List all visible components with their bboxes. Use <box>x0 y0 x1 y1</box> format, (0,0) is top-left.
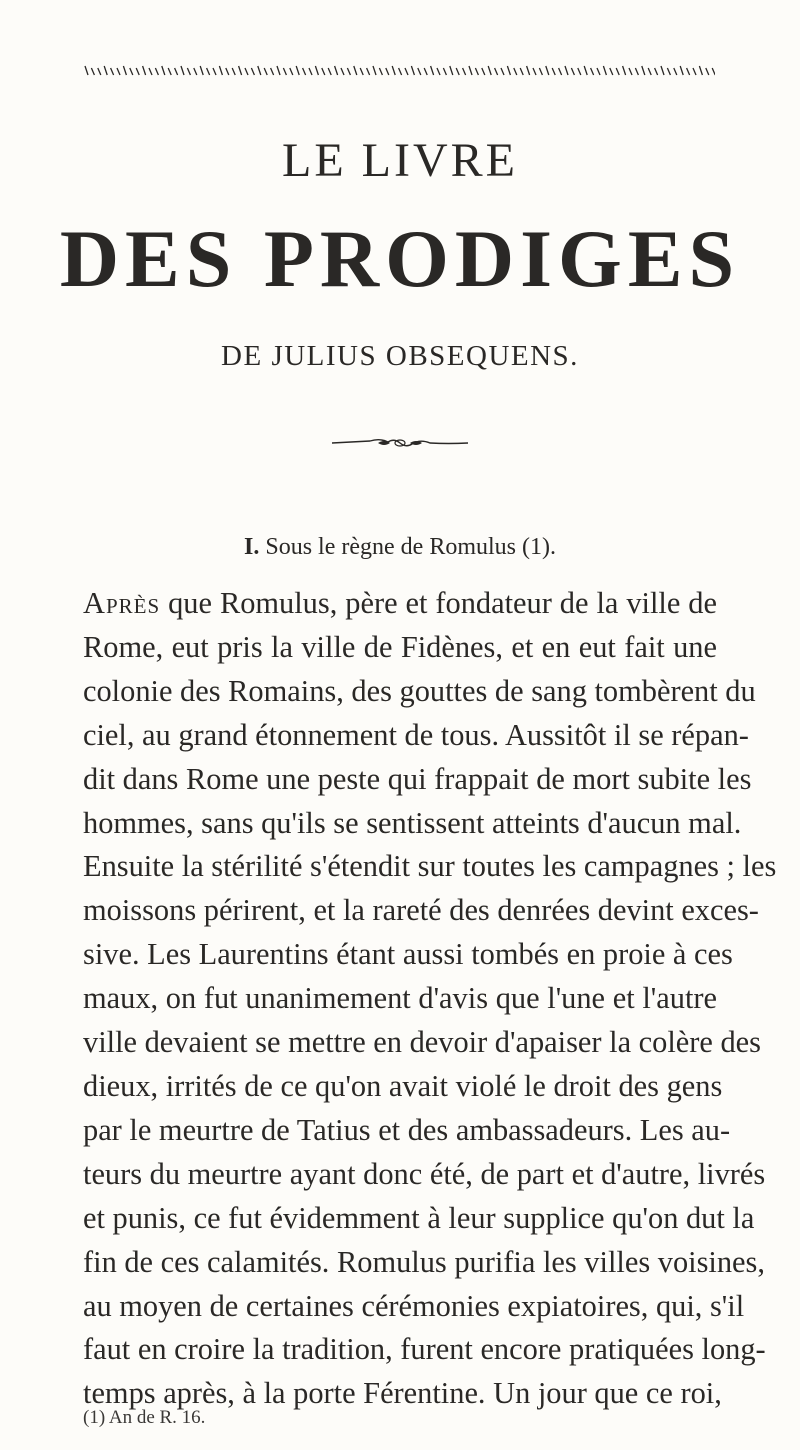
ornament-stroke <box>296 66 299 75</box>
ornament-border-icon <box>83 64 715 78</box>
ornament-stroke <box>187 68 190 75</box>
ornament-stroke <box>392 66 395 75</box>
text-line: temps après, à la porte Férentine. Un jour que ce roi, <box>83 1376 722 1411</box>
ornament-stroke <box>431 66 434 75</box>
ornament-stroke <box>162 66 165 75</box>
text-line: dieux, irrités de ce qu'on avait violé le droit des gens <box>83 1068 723 1103</box>
body-text <box>83 582 777 1416</box>
text-line: Rome, eut pris la ville de Fidènes, et en eut fait une <box>83 629 717 664</box>
ornament-stroke <box>667 68 670 75</box>
ornament-stroke <box>322 68 325 75</box>
ornament-stroke <box>91 68 94 75</box>
ornament-stroke <box>130 68 133 75</box>
text-line: ciel, au grand étonnement de tous. Aussitôt il se répan- <box>83 717 749 752</box>
ornament-stroke <box>136 68 139 75</box>
ornament-stroke <box>443 68 446 75</box>
ornament-stroke <box>655 68 658 75</box>
ornament-stroke <box>501 68 504 75</box>
ornament-stroke <box>175 68 178 75</box>
ornament-stroke <box>207 68 210 75</box>
ornament-stroke <box>290 68 293 75</box>
ornament-stroke <box>642 66 645 75</box>
ornament-stroke <box>232 68 235 75</box>
fleuron-icon <box>330 436 470 448</box>
ornament-stroke <box>277 66 280 75</box>
ornament-stroke <box>373 66 376 75</box>
ornament-stroke <box>463 68 466 75</box>
ornament-stroke <box>584 66 587 75</box>
text-line: par le meurtre de Tatius et des ambassadeurs. Les au- <box>83 1112 731 1147</box>
ornament-stroke <box>693 68 696 75</box>
ornament-stroke <box>475 68 478 75</box>
ornament-stroke <box>85 66 88 75</box>
text-line: et punis, ce fut évidemment à leur supplice qu'on dut la <box>83 1200 755 1235</box>
ornament-stroke <box>520 68 523 75</box>
ornament-stroke <box>456 68 459 75</box>
ornament-stroke <box>251 68 254 75</box>
text-line: sive. Les Laurentins étant aussi tombés en proie à ces <box>83 937 733 972</box>
ornament-stroke <box>283 68 286 75</box>
ornament-stroke <box>597 68 600 75</box>
ornament-stroke <box>514 68 517 75</box>
section-number: I. <box>244 534 260 560</box>
text-line: moissons périrent, et la rareté des denrées devint exces- <box>83 893 759 928</box>
ornament-stroke <box>379 68 382 75</box>
ornament-stroke <box>578 68 581 75</box>
ornament-stroke <box>181 66 184 75</box>
text-line: dit dans Rome une peste qui frappait de mort subite les <box>83 761 752 796</box>
ornament-stroke <box>616 68 619 75</box>
ornament-stroke <box>565 66 568 75</box>
ornament-stroke <box>591 68 594 75</box>
ornament-stroke <box>661 66 664 75</box>
text-line: colonie des Romains, des gouttes de sang tombèrent du <box>83 673 756 708</box>
ornament-stroke <box>271 68 274 75</box>
ornament-stroke <box>687 68 690 75</box>
text-line: fin de ces calamités. Romulus purifia les villes voisines, <box>83 1244 765 1279</box>
ornament-stroke <box>111 68 114 75</box>
ornament-stroke <box>603 66 606 75</box>
ornament-stroke <box>648 68 651 75</box>
text-line: Ensuite la stérilité s'étendit sur toutes les campagnes ; les <box>83 849 777 884</box>
section-heading-text: Sous le règne de Romulus <box>265 534 516 560</box>
ornament-stroke <box>488 66 491 75</box>
ornament-stroke <box>354 66 357 75</box>
text-line: faut en croire la tradition, furent encore pratiquées long- <box>83 1332 766 1367</box>
ornament-stroke <box>418 68 421 75</box>
ornament-stroke <box>335 66 338 75</box>
ornament-stroke <box>98 68 101 75</box>
text-line-content: que Romulus, père et fondateur de la ville de <box>160 586 717 620</box>
text-line: maux, on fut unanimement d'avis que l'une et l'autre <box>83 981 717 1016</box>
ornament-stroke <box>149 68 152 75</box>
ornament-stroke <box>367 68 370 75</box>
ornament-stroke <box>245 68 248 75</box>
ornament-stroke <box>411 66 414 75</box>
ornament-stroke <box>635 68 638 75</box>
ornament-stroke <box>712 68 715 75</box>
ornament-stroke <box>546 66 549 75</box>
ornament-stroke <box>155 68 158 75</box>
text-line: ville devaient se mettre en devoir d'apaiser la colère des <box>83 1025 761 1060</box>
footnote: (1) An de R. 16. <box>83 1407 206 1428</box>
text-line: au moyen de certaines cérémonies expiatoires, qui, s'il <box>83 1288 745 1323</box>
ornament-stroke <box>168 68 171 75</box>
ornament-stroke <box>303 68 306 75</box>
ornament-stroke <box>507 66 510 75</box>
ornament-stroke <box>315 66 318 75</box>
ornament-stroke <box>559 68 562 75</box>
ornament-stroke <box>200 66 203 75</box>
section-heading <box>0 535 800 559</box>
ornament-stroke <box>328 68 331 75</box>
ornament-stroke <box>360 68 363 75</box>
ornament-stroke <box>469 66 472 75</box>
ornament-stroke <box>495 68 498 75</box>
ornament-stroke <box>674 68 677 75</box>
ornament-stroke <box>386 68 389 75</box>
footnote-reference: (1). <box>522 534 556 560</box>
ornament-stroke <box>219 66 222 75</box>
ornament-stroke <box>623 66 626 75</box>
first-word: Après <box>83 586 161 620</box>
ornament-stroke <box>117 68 120 75</box>
title-line-1: LE LIVRE <box>282 134 518 187</box>
ornament-stroke <box>699 66 702 75</box>
ornament-stroke <box>399 68 402 75</box>
ornament-stroke <box>450 66 453 75</box>
ornament-stroke <box>143 66 146 75</box>
ornament-stroke <box>226 68 229 75</box>
ornament-stroke <box>527 66 530 75</box>
title-line-2: DES PRODIGES <box>59 213 741 304</box>
ornament-stroke <box>482 68 485 75</box>
ornament-stroke <box>571 68 574 75</box>
ornament-stroke <box>104 66 107 75</box>
ornament-stroke <box>239 66 242 75</box>
ornament-stroke <box>213 68 216 75</box>
ornament-stroke <box>706 68 709 75</box>
ornament-stroke <box>552 68 555 75</box>
ornament-stroke <box>680 66 683 75</box>
ornament-stroke <box>539 68 542 75</box>
ornament-stroke <box>258 66 261 75</box>
text-line: teurs du meurtre ayant donc été, de part et d'autre, livrés <box>83 1156 766 1191</box>
ornament-stroke <box>533 68 536 75</box>
title-line-3: DE JULIUS OBSEQUENS. <box>221 340 579 372</box>
ornament-stroke <box>629 68 632 75</box>
ornament-stroke <box>194 68 197 75</box>
ornament-stroke <box>405 68 408 75</box>
ornament-stroke <box>610 68 613 75</box>
ornament-stroke <box>341 68 344 75</box>
ornament-stroke <box>347 68 350 75</box>
ornament-stroke <box>424 68 427 75</box>
ornament-stroke <box>437 68 440 75</box>
ornament-stroke <box>264 68 267 75</box>
ornament-stroke <box>123 66 126 75</box>
ornament-stroke <box>309 68 312 75</box>
text-line: hommes, sans qu'ils se sentissent atteints d'aucun mal. <box>83 805 742 840</box>
text-line <box>83 582 717 626</box>
